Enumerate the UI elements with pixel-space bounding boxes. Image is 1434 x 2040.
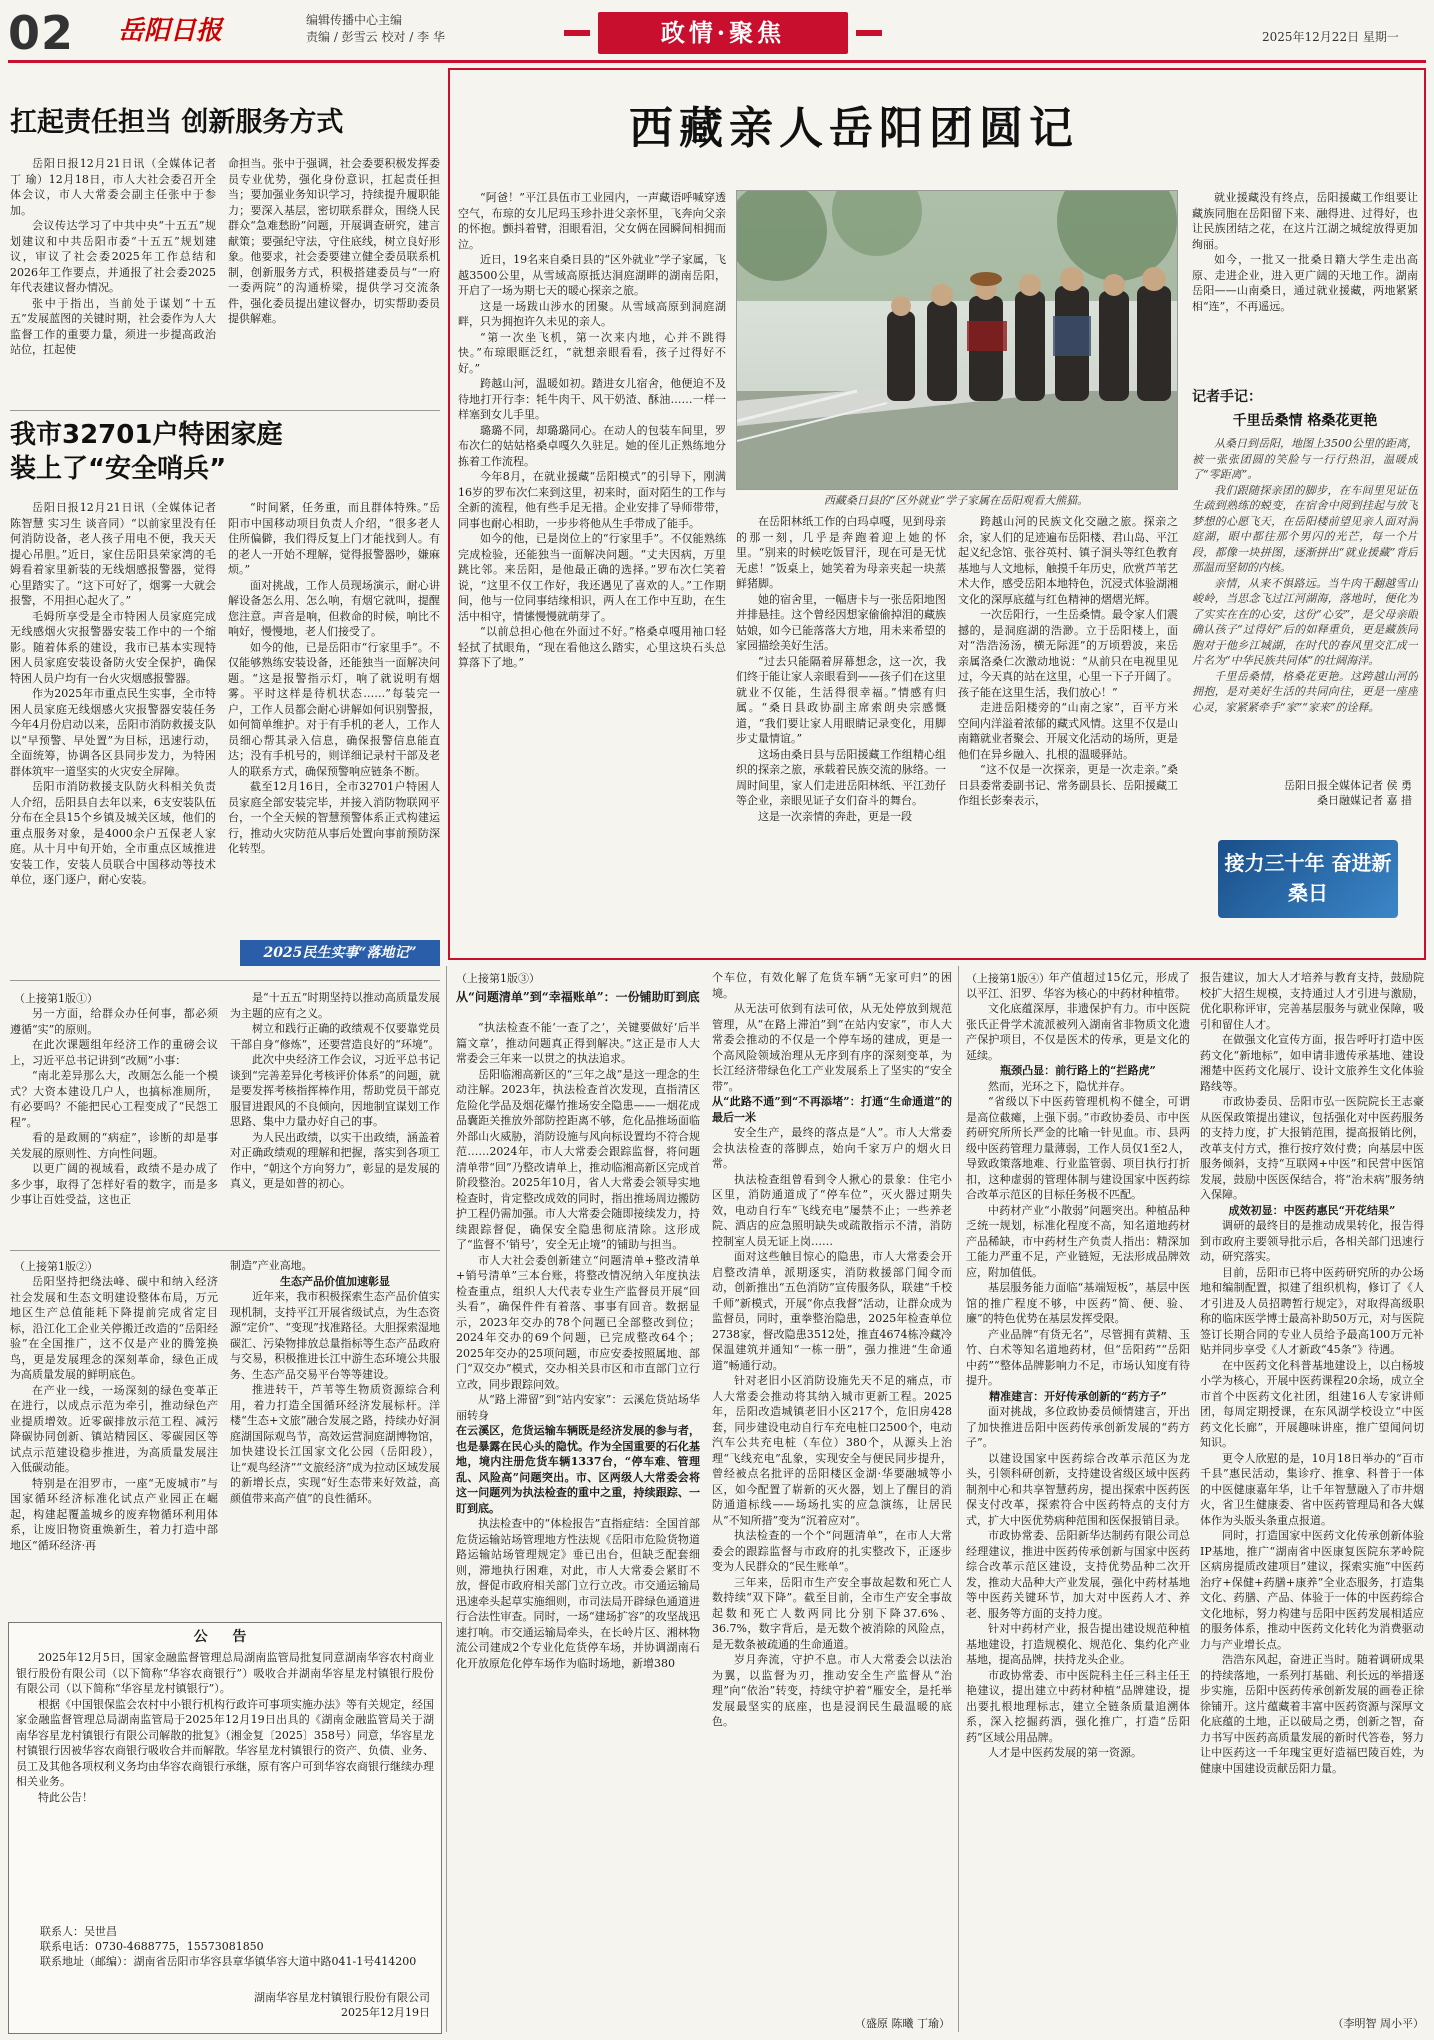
paragraph: 推进转干，芦苇等生物质资源综合利用，着力打造全国循环经济发展标杆。洋楼“生态+文旅”融合发展之路，持续办好洞庭湖国际观鸟节，高效运营洞庭湖博物馆，加快建设长江国家文化公园（岳阳段），让“观鸟经济”“文旅经济”成为拉动区域发展的新增长点，实现“好生态带来好效益，高颜值带来高产值”的良性循环。: [230, 1383, 440, 1505]
paragraph: “过去只能隔着屏幕想念，这一次，我们终于能让家人亲眼看到——孩子们在这里就业不仅能，生活得很幸福。”情感有归属。“桑日县政协副主席索朗央宗感慨道，“我们要让家人用眼睛记录变化，用脚步丈量情谊。”: [736, 654, 946, 745]
page-number: 02: [8, 6, 75, 60]
paragraph: 今年8月，在就业援藏“岳阳模式”的引导下，刚满16岁的罗布次仁来到这里，初来时，面对陌生的工作与全新的流程，他有些手足无措。企业安排了导师带带，同事也耐心相助，一步步将他从生手带成了能手。: [458, 470, 726, 530]
paragraph: 人才是中医药发展的第一资源。: [988, 1746, 1142, 1759]
paragraph: 亲情，从来不惧路远。当牛肉干翻越雪山峻岭，当思念飞过江河湖海，落地时，便化为了实实在在的心安，这份“心安”，是父母亲眼确认孩子“过得好”后的如释重负，更是藏族同胞对于他乡江城湖，在时代的春风里交汇成一片名为“中华民族共同体”的壮阔海洋。: [1192, 576, 1418, 667]
article1-headline: 扛起责任担当 创新服务方式: [10, 107, 344, 138]
paragraph: “南北差异那么大，改厕怎么能一个模式？大资本建设几户人，也搞标准厕所，有必要吗？不能把民心工程变成了“民怨工程”。: [10, 1069, 218, 1129]
paragraph: 走进岳阳楼旁的“山南之家”，百平方米空间内洋溢着浓郁的藏式风情。这里不仅是山南籍就业者聚会、开展文化活动的场所，更是他们在异乡融入、扎根的温暖驿站。: [958, 701, 1178, 761]
editor-line-2: 责编 / 彭雪云 校对 / 李 华: [306, 30, 445, 44]
continuation-tag: （上接第1版④）: [966, 972, 1050, 985]
paragraph: 千里岳桑情，格桑花更艳。这跨越山河的拥抱，是对美好生活的共同向往，更是一座座心灵，家紧紧牵手“家”“家来”的诠释。: [1192, 669, 1418, 714]
paragraph: 个车位，有效化解了危货车辆“无家可归”的困境。: [712, 971, 952, 1000]
paragraph: 如今的他，已是岗位上的“行家里手”。不仅能熟练完成检验，还能独当一面解决问题。“丈夫因病，万里跳比邻。来岳阳，是他最正确的选择。”罗布次仁笑着说，“这里不仅工作好，我还遇见了喜欢的人。”工作期间，他与一位同事结缘相识，两人在工作中互助，在生活中相守，情愫慢慢就萌芽了。: [458, 532, 726, 623]
feature-col2: [736, 514, 946, 950]
paragraph: 市政协委员、岳阳市弘一医院院长王志豪从医保政策提出建议，包括强化对中医药服务的支持力度，扩大报销范围，提高报销比例，改革支付方式，推行按疗效付费；向基层中医服务倾斜，支持“互联网+中医”和民营中医馆发展，鼓励中医医保结合，将“治未病”服务纳入保障。: [1200, 1095, 1424, 1201]
page-header: [0, 0, 1434, 62]
note-byline: [1192, 778, 1412, 808]
paragraph: 一次岳阳行，一生岳桑情。最令家人们震撼的，是洞庭湖的浩渺。立于岳阳楼上，面对“浩浩汤汤，横无际涯”的万顷碧波，来岳亲属洛桑仁次激动地说：“从前只在电视里见过，今天真的站在这里，心里一下子开阔了。孩子能在这里生活，我们放心！”: [958, 608, 1178, 699]
sub-heading: 从“此路不通”到“不再添堵”：打通“生命通道”的最后一米: [712, 1095, 952, 1124]
paragraph: 在中医药文化科普基地建设上，以白杨坡小学为核心，开展中医药课程20余场，成立全市首个中医药文化社团，组建16人专家讲师团，每周定期授课，在东风湖学校设立“中医药文化长廊”，开展趣味讲座，推广望闻问切知识。: [1200, 1358, 1424, 1449]
article1-col2: [228, 156, 440, 404]
paragraph: 这是一次亲情的奔赴，更是一段: [758, 809, 912, 823]
article2-headline: [10, 418, 440, 486]
article1-col1: [10, 156, 216, 404]
paragraph: 近日，19名来自桑日县的“区外就业”学子家属，飞越3500公里，从雪域高原抵达洞庭湖畔的湖南岳阳，开启了一场为期七天的暖心探亲之旅。: [458, 253, 726, 297]
paragraph: 根据《中国银保监会农村中小银行机构行政许可事项实施办法》等有关规定，经国家金融监督管理总局湖南监管局于2025年12月19日出具的《湖南金融监管局关于湖南华容星龙村镇银行有限公司解散的批复》（湘金复〔2025〕358号）同意，华容星龙村镇银行因被华容农商银行吸收合并而解散。华容星龙村镇银行的资产、负债、业务、员工及其他各项权利义务均由华容农商银行承继，原有客户可到华容农商银行继续办理相关业务。: [16, 1697, 434, 1788]
paragraph: 近年来，我市积极探索生态产品价值实现机制，支持平江开展省级试点，为生态资源“定价”、“变现”找准路径。大胆探索湿地碳汇、污染物排放总量指标等生态产品政府与交易，积极推进长江中游生态环境公共服务、生态产品交易平台等等建设。: [230, 1290, 440, 1381]
notice-signer: 湖南华容星龙村镇银行股份有限公司: [254, 1991, 430, 2004]
paragraph: 璐璐不同，却璐璐同心。在动人的包装车间里，罗布次仁的姑姑格桑卓嘎久久驻足。她的侄儿正熟练地分拣着工作流程。: [458, 423, 726, 468]
paragraph: “省级以下中医药管理机构不健全，可谓是高位截瘫，上强下弱。”市政协委员、市中医药研究所所长严金的比喻一针见血。市、县两级中医药管理力量薄弱，工作人员仅1至2人，导致政策落地难、行业监管弱、项目执行打折扣，这种虚弱的管理体制与建设国家中医药综合改革示范区的目标任务极不匹配。: [966, 1095, 1190, 1201]
paragraph: 树立和践行正确的政绩观不仅要靠党员干部自身“修炼”，还要营造良好的“环境”。: [230, 1022, 440, 1051]
feature-col1: [458, 190, 726, 950]
paragraph: 产业品牌“有货无名”，尽管拥有黄精、玉竹、白术等知名道地药材，但“岳阳药”“岳阳中药”“整体品牌影响力不足，市场认知度有待提升。: [966, 1327, 1190, 1387]
notice-sign-block: [16, 1990, 430, 2020]
divider: [10, 980, 440, 981]
editor-info: [306, 12, 445, 46]
photo-caption: 西藏桑日县的“区外就业”学子家属在岳阳观看大熊猫。: [823, 494, 1089, 507]
paragraph: 同时，打造国家中医药文化传承创新体验IP基地，推广“湖南省中医康复医院东茅岭院区病房提质改建项目”建议，探索实施“中医药治疗+保健+药膳+康养”全业态服务，打造集文化、药膳、产品、体验于一体的中医药综合文化地标，努力构建与岳阳中医药发展相适应的服务体系，推动中医药文化转化为消费驱动力与产业增长点。: [1200, 1529, 1424, 1651]
minsheng-banner: 2025民生实事“落地记”: [240, 940, 440, 966]
continuation-tag: （上接第1版②）: [14, 1260, 98, 1273]
article2-col1: [10, 500, 216, 980]
paragraph: 从无法可依到有法可依，从无处停放到规范管理，从“在路上滞泊”到“在站内安家”，市人大常委会推动的不仅是一个停车场的建成，更是一个高风险领域治理从无序到有序的深刻变革，为长江经济带绿色化工产业发展系上了坚实的“安全带”。: [712, 1002, 952, 1093]
anniversary-badge: 接力三十年 奋进新桑日: [1218, 840, 1398, 918]
paragraph: “阿爸！”平江县伍市工业园内，一声藏语呼喊穿透空气，布琼的女儿尼玛玉珍扑进父亲怀里，飞奔向父亲的怀抱。颤抖着臂，泪眼看泪，父女俩在园瞬间相拥而泣。: [458, 191, 726, 251]
paragraph: 张中于指出，当前处于谋划“十五五”发展蓝图的关键时期，社会委作为人大监督工作的重要力量，须进一步提高政治站位，扛起使: [10, 296, 216, 356]
continuation-tag: （上接第1版①）: [14, 992, 98, 1005]
paragraph: 文化底蕴深厚，非遗保护有力。市中医院张氏正骨学术流派被列入湖南省非物质文化遗产保护项目，不仅是医术的传承，更是文化的延续。: [966, 1002, 1190, 1062]
notice-address: 联系地址（邮编）：湖南省岳阳市华容县章华镇华容大道中路041-1号414200: [40, 1955, 417, 1968]
paragraph: 在做强文化宣传方面，报告呼吁打造中医药文化“新地标”，如申请非遗传承基地、建设湘楚中医药文化展厅、设计文旅养生文化体验路线等。: [1200, 1033, 1424, 1093]
paragraph: 命担当。张中于强调，社会委要积极发挥委员专业优势，强化身份意识，扛起责任担当；要加强业务知识学习，持续提升履职能力；要深入基层，密切联系群众，围绕人民群众“急难愁盼”问题，开展调查研究，建言献策；要强纪守法，守住底线，树立良好形象。他要求，社会委要建立健全委员联系机制，创新服务方式，积极搭建委员与“一府一委两院”的沟通桥梁，提供学习交流条件，强化委员提出建议督办，切实帮助委员提供解难。: [228, 157, 440, 325]
paragraph: “执法检查不能‘一查了之’，关键要做好‘后半篇文章’，推动问题真正得到解决。”这正是市人大常委会三年来一以贯之的执法追求。: [456, 1021, 700, 1065]
notice-contact: 联系人：吴世昌: [40, 1925, 117, 1938]
paragraph: 在产业一线，一场深刻的绿色变革正在进行，以成点示范为牵引，推动绿色产业提质增效。近零碳排放示范工程、减污降碳协同创新、镇站精园区、零碳园区等试点示范建设稳步推进，为高质量发展注入低碳动能。: [10, 1383, 218, 1474]
paragraph: 作为2025年市重点民生实事，全市特困人员家庭无线烟感火灾报警器安装任务今年4月份启动以来，岳阳市消防救援支队以“早预警、早处置”为目标，迅速行动，全面统筹，协调各区县同步发力，为特困群体筑牢一道坚实的火灾安全屏障。: [10, 687, 216, 778]
paragraph: 报告建议，加大人才培养与教育支持，鼓励院校扩大招生规模，支持通过人才引进与激励，优化职称评审，完善基层服务与就业保障，吸引和留住人才。: [1200, 971, 1424, 1031]
sub-heading: 生态产品价值加速彰显: [280, 1274, 390, 1288]
paragraph: 中药材产业“小散弱”问题突出。种植品种乏统一规划，标准化程度不高，知名道地药材产品稀缺，市中药材生产负责人指出：精深加工能力严重不足，产业链短，无法形成品牌效应，附加值低。: [966, 1203, 1190, 1279]
paragraph: 面对挑战，工作人员现场演示，耐心讲解设备怎么用、怎么响，有烟它就叫，提醒您注意。声音是响，但救命的时候，响比不响好，慢慢地，老人们接受了。: [228, 578, 440, 638]
paragraph: 岳阳日报12月21日讯（全媒体记者 陈智慧 实习生 谈音同）“以前家里没有任何消防设备，老人孩子用电不便，我天天提心吊胆。”近日，家住岳阳县荣家湾的毛姆看着家里新装的无线烟感报警器，觉得心里踏实了。“这下可好了，烟雾一大就会报警，不用担心起火了。”: [10, 501, 216, 607]
paragraph: 是“十五五”时期坚持以推动高质量发展为主题的应有之义。: [230, 991, 440, 1020]
paragraph: 跨越山河，温暖如初。踏进女儿宿舍，他便迫不及待地打开行李：牦牛肉干、风干奶渣、酥油……一样一样塞到女儿手里。: [458, 377, 726, 421]
paragraph: 然而，光环之下，隐忧并存。: [988, 1079, 1131, 1093]
paragraph: 她的宿舍里，一幅唐卡与一张岳阳地图并排悬挂。这个曾经因想家偷偷掉泪的藏族姑娘，如今已能落落大方地，用未来希望的家园描绘美好生活。: [736, 592, 946, 652]
paragraph: 基层服务能力面临“基端短板”，基层中医馆的推广程度不够，中医药“简、便、验、廉”的特色优势在基层发挥受限。: [966, 1281, 1190, 1325]
paragraph: 特此公告！: [38, 1790, 93, 1804]
feature-col4: [1192, 190, 1418, 380]
masthead-logo: 岳阳日报: [118, 16, 223, 46]
continuation-tag: （上接第1版③）: [456, 972, 540, 985]
divider: [10, 1250, 440, 1251]
paragraph: 以更广阔的视域看，政绩不是办成了多少事，取得了怎样好看的数字，而是多少事让百姓受益，这也正: [10, 1162, 218, 1206]
notice-contact-block: [40, 1924, 436, 1969]
paragraph: 调研的最终目的是推动成果转化，报告得到市政府主要领导批示后，各相关部门迅速行动，研究落实。: [1200, 1219, 1424, 1263]
paragraph: 从“路上滞留”到“站内安家”：云溪危货站场华丽转身: [456, 1393, 700, 1422]
paragraph: 如今，一批又一批桑日籍大学生走出高原、走进企业，进入更广阔的天地工作。湖南岳阳——山南桑日，通过就业援藏，两地紧紧相“连”，不再遥远。: [1192, 253, 1418, 313]
header-rule: [8, 60, 1426, 63]
byline: （李明智 周小平）: [1332, 2017, 1424, 2030]
paragraph: 更令人欣慰的是，10月18日举办的“百市千县”惠民活动，集诊疗、推拿、科普于一体的中医健康嘉年华，让千年智慧融入了市井烟火，省卫生健康委、省中医药管理局和各大媒体作为头版头条重点报道。: [1200, 1451, 1424, 1527]
paragraph: 为人民出政绩，以实干出政绩，涵盖着对正确政绩观的理解和把握，落实到各项工作中，“朝这个方向努力”，彰显的是发展的真义，更是如普的初心。: [230, 1130, 440, 1190]
paragraph: 目前，岳阳市已将中医药研究所的办公场地和编制配置，拟建了组织机构，修订了《人才引进及人员招聘暂行规定》，对取得高级职称的临床医学博士最高补助50万元，对与医院签订长期合同的专业人员给予最高100万元补贴并同步享受《人才新政“45条”》待遇。: [1200, 1265, 1424, 1356]
paragraph: 市人大社会委创新建立“问题清单+整改清单+销号清单”三本台账，将整改情况纳入年度执法检查重点，组织人大代表专业生产监督员开展“回头看”，确保件件有着落、事事有回音。数据显示，2023年交办的78个问题已全部整改到位；2024年交办的69个问题，已完成整改64个；2025年交办的25项问题，市应安委按照属地、部门“双交办”模式，交办相关县市区和市直部门立行立改，同步跟踪问效。: [456, 1253, 700, 1391]
paragraph: 毛姆所享受是全市特困人员家庭完成无线感烟火灾报警器安装工作中的一个缩影。随着体系的建设，我市已基本实现特困人员家庭安装设备防火安全保护，确保特困人员户均有一台火灾烟感报警器。: [10, 609, 216, 685]
notice-body: [16, 1650, 434, 1920]
paragraph: 岳阳临湘高新区的“三年之战”是这一理念的生动注解。2023年，执法检查首次发现，直指清区危险化学品及烟花爆竹推场安全隐患——一烟花成品囊距关推放外部防控距离不够，危化品推场面临外部山火威胁，消防设施与风向标设置均不符合规范……2024年，市人大常委会跟踪监督，将问题清单带“回”乃整改请单上，推动临湘高新区完成首阶段整治。2025年10月，省人大常委会领导实地检查时，肯定整改成效的同时，指出推场周边搬防护工程仍需加强。市人大常委会随即接续发力，持续跟踪督促，确保安全隐患彻底清除。这形成了“监督不‘销号’，安全无止境”的铺助与担当。: [456, 1067, 700, 1251]
paragraph: 我们跟随探亲团的脚步，在车间里见证伍生疏到熟练的蜕变，在宿舍中阅到挂起与放飞梦想的心愿飞天，在岳阳楼前望见亲人面对洞庭湖，眼中都往那个男闪的光芒，每一个片段，都像一块拼图，逐渐拼出“就业援藏”背后那温而坚韧的内核。: [1192, 483, 1418, 574]
paragraph: 以建设国家中医药综合改革示范区为龙头，引领科研创新，支持建设省级区域中医药制剂中心和共享智慧药房，提出探索中医药医保支付改革，探索符合中医药特点的支付方式，扩大中医优势病种范围和医保报销目录。: [966, 1451, 1190, 1527]
column-divider: [958, 966, 959, 2032]
paragraph: 安全生产，最终的落点是“人”。市人大常委会执法检查的落脚点，始向千家万户的烟火日常。: [712, 1126, 952, 1170]
byline-line: 桑日融媒记者 嘉 措: [1317, 794, 1412, 807]
paragraph: 市政协常委、岳阳新华达制药有限公司总经理建议，推进中医药传承创新与国家中医药综合改革示范区建设，支持优势品种二次开发，推动大品种大产业发展，强化中药材基地等中医药关键环节，加大对中医药人才、养老、服务等方面的支持力度。: [966, 1529, 1190, 1620]
paragraph: 针对老旧小区消防设施先天不足的痛点，市人大常委会推动将其纳入城市更新工程。2025年，岳阳改造城镇老旧小区217个，危旧房428套，同步建设电动自行车充电桩口2500个，电动汽车公共充电桩（车位）380个，从源头上治理“飞线充电”乱象，实现安全与便民同步提升，曾经被点名批评的岳阳楼区金湖·华要融城等小区，如今配置了崭新的灭火器，划上了醒目的消防通道标线——场场扎实的应急演练，让居民从“不知所措”变为“沉着应对”。: [712, 1374, 952, 1527]
sub-heading: 在云溪区，危货运输车辆既是经济发展的参与者，也是暴露在民心头的隐忧。作为全国重要的石化基地，境内注册危货车辆1337台，“停车难、管理乱、风险高”问题突出。市、区两级人大常委会将这一问题列为执法检查的重中之重，持续跟踪、一盯到底。: [456, 1424, 700, 1515]
paragraph: 面对这些触目惊心的隐患，市人大常委会开启整改清单，派期逐实，消防救援部门闻令而动，创新推出“五色消防”宣传服务队，联建“千校千师”新模式，开展“你点我督”活动，让群众成为监督员，同时，重拳整治隐患，2025年检查单位2738家，督改隐患3512处，推直4674栋冷藏冷保温建筑并通知“一栋一册”，强力推进“生命通道”畅通行动。: [712, 1250, 952, 1372]
paragraph: 截至12月16日，全市32701户特困人员家庭全部安装完毕，并接入消防物联网平台，一个全天候的智慧预警体系正式构建运行，推动火灾防范从事后处置向事前预防深化转型。: [228, 780, 440, 855]
section-banner: 政情·聚焦: [598, 12, 848, 54]
paragraph: 执法检查中的“体检报告”直指症结：全国首部危货运输站场管理地方性法规《岳阳市危险货物道路运输站场管理规定》垂已出台，但缺乏配套细则，滞地执行困难，对此，市人大常委会紧盯不放，督促市政府相关部门立行立改。市交通运输局迅速牵头起草实施细则，市司法局开辟绿色通道进行合法性审查。同时，一场“建场扩容”的攻坚战迅速打响。市交通运输局牵头，在长岭片区、湘林物流公司建成2个专业化危货停车场，并协调湖南石化开放原危化停车场作为临时场地，新增380: [456, 1517, 700, 1670]
note-headline: 千里岳桑情 格桑花更艳: [1232, 413, 1378, 429]
paragraph: 看的是政厕的“病症”，诊断的却是事关发展的原则性、方向性问题。: [10, 1131, 218, 1160]
paragraph: 浩浩东风起，奋进正当时。随着调研成果的持续落地，一系列打基础、利长远的举措逐步实施，岳阳中医药传承创新发展的画卷正徐徐铺开。这片蕴藏着丰富中医药资源与深厚文化底蕴的土地，正以破局之勇，创新之智，奋力书写中医药高质量发展的新时代答卷，努力让中医药这一千年瑰宝更好造福巴陵百姓，为健康中国建设贡献岳阳力量。: [1200, 1653, 1424, 1775]
paragraph: 特别是在泪罗市，一座“无废城市”与国家循环经济标准化试点产业园正在崛起，构建起覆盖城乡的废弃物循环利用体系，让废旧物资重焕新生，着力打造中部地区“循环经济·再: [10, 1476, 218, 1552]
date-line: 2025年12月22日 星期一: [1262, 30, 1399, 44]
paragraph: 面对挑战，多位政协委员倾情建言，开出了加快推进岳阳中医药传承创新发展的“药方子”。: [966, 1405, 1190, 1449]
paragraph: 岁月奔流，守护不息。市人大常委会以法治为翼，以监督为刃，推动安全生产监督从“治理”向“依治”转变，持续守护着“雁安全，是托举发展最坚实的底座，也是浸润民生最温暖的底色。: [712, 1653, 952, 1728]
editor-line-1: 编辑传播中心主编: [306, 13, 403, 27]
paragraph: 针对中药材产业，报告提出建设规范种植基地建设，打造规模化、规范化、集约化产业基地，提高品牌，扶持龙头企业。: [966, 1622, 1190, 1666]
paragraph: 这场由桑日县与岳阳援藏工作组精心组织的探亲之旅，承载着民族交流的脉络。一周时间里，家人们走进岳阳林纸、平江劲仔等企业，亲眼见证子女们奋斗的舞台。: [736, 747, 946, 807]
paragraph: 执法检查的一个个“问题清单”，在市人大常委会的跟踪监督与市政府的扎实整改下，正逐步变为人民群众的“民生账单”。: [712, 1529, 952, 1573]
photo-illustration: [737, 191, 1177, 489]
paragraph: 在岳阳林纸工作的白玛卓嘎，见到母亲的那一刻，几乎是奔跑着迎上她的怀里。“别来的时候吃饭冒汗，现在可是无忧无虑！”饭桌上，她笑着为母亲夹起一块蒸鲜猪脚。: [736, 515, 946, 590]
paragraph: 会议传达学习了中共中央“十五五”规划建议和中共岳阳市委“十五五”规划建议，审议了社会委2025年工作总结和2026年工作要点，并通报了社会委2025年代表建议督办情况。: [10, 219, 216, 294]
cont2-col1: [10, 1274, 218, 1610]
paragraph: 岳阳市消防救援支队防火科相关负责人介绍，岳阳县自去年以来，6支安装队伍分布在全县15个乡镇及城关区域，他们的重点服务对象，是4000余户五保老人家庭。从十月中旬开始，全市重点区域推进安装工作，安装人员联合中国移动等技术单位，逐门逐户，耐心安装。: [10, 780, 216, 886]
paragraph: 岳阳坚持把绕法峰、碳中和纳入经济社会发展和生态文明建设整体布局，万元地区生产总值能耗下降提前完成省定目标，沿江化工企业关停搬迁改造的“岳阳经验”在全国推广，这不仅是产业的腾笼换鸟，更是发展理念的深刻革命，绿色正成为高质量发展的鲜明底色。: [10, 1275, 218, 1381]
note-body: [1192, 436, 1418, 770]
paragraph: “这不仅是一次探亲，更是一次走亲。”桑日县委常委副书记、常务副县长、岳阳援藏工作组长彭秦表示，: [958, 763, 1178, 807]
paragraph: 市政协常委、市中医院科主任三科主任王艳建议，提出建立中药材种植“品牌建设，提出要扎根地理标志，建立全链条质量追溯体系，深入挖掘药酒，强化推广，打造“岳阳药”区域公用品牌。: [966, 1668, 1190, 1744]
paragraph: 年产值超过15亿元，形成了以平江、汨罗、华容为核心的中药材种植带。: [966, 971, 1190, 1000]
cont2-col2: [230, 1258, 440, 1610]
paragraph: “第一次坐飞机，第一次来内地，心并不跳得快。”布琼眼眶泛红，“就想亲眼看看，孩子过得好不好。”: [458, 330, 726, 375]
sub-heading: 瓶颈凸显：前行路上的“拦路虎”: [1000, 1064, 1156, 1077]
lower-right-col1: [966, 970, 1190, 2032]
sub-heading: 精准建言：开好传承创新的“药方子”: [989, 1389, 1167, 1403]
paragraph: 跨越山河的民族文化交融之旅。探亲之余，家人们的足迹遍布岳阳楼、君山岛、平江起义纪念馆、张谷英村、镇子洞头等红色教育基地与人文地标，触摸千年历史，欣赏芦苇艺术大作，感受岳阳本地特色，沉浸式体验湖湘文化的深厚底蕴与红色精神的熠熠光辉。: [958, 515, 1178, 606]
paragraph: 从桑日到岳阳，地图上3500公里的距离，被一张张团圆的笑脸与一行行热泪，温暖成了“零距离”。: [1192, 437, 1418, 481]
notice-date: 2025年12月19日: [341, 2006, 430, 2019]
paragraph: 在此次课题组年经济工作的重磅会议上，习近平总书记讲到“改厕”小事：: [10, 1038, 218, 1067]
cont1-col1: [10, 1006, 218, 1242]
cont1-col2: [230, 990, 440, 1242]
notice-phone: 联系电话：0730-4688775，15573081850: [40, 1940, 264, 1953]
article2-col2: [228, 500, 440, 932]
byline-line: 岳阳日报全媒体记者 侯 勇: [1284, 779, 1412, 792]
sub-heading: 从“问题清单”到“幸福账单”：一份铺助盯到底: [456, 990, 700, 1004]
lower-right-col2: [1200, 970, 1424, 2014]
paragraph: 就业援藏没有终点，岳阳援藏工作组要让藏族同胞在岳阳留下来、融得进、过得好，也让民族团结之花，在这片江湖之城绽放得更加绚丽。: [1192, 191, 1418, 251]
paragraph: “以前总担心他在外面过不好。”格桑卓嘎用袖口轻轻拭了拭眼角，“现在看他这么踏实，心里这块石头总算落下了地。”: [458, 625, 726, 669]
byline: （盛原 陈曦 丁瑜）: [855, 2017, 950, 2030]
lower-mid-col2: [712, 970, 952, 2010]
paragraph: 另一方面，给群众办任何事，都必须遵循“实”的原则。: [10, 1007, 218, 1036]
lower-mid-col1: [456, 1020, 700, 2030]
note-title: 记者手记：: [1192, 389, 1262, 405]
paragraph: 执法检查组曾看到令人揪心的景象：住宅小区里，消防通道成了“停车位”，灭火器过期失效，电动自行车“飞线充电”屡禁不止；一些养老院、酒店的应急照明缺失或疏散指示不清，消防控制室人员无证上岗……: [712, 1172, 952, 1248]
divider: [10, 410, 440, 411]
column-divider: [446, 966, 447, 2032]
paragraph: 2025年12月5日，国家金融监督管理总局湖南监管局批复同意湖南华容农村商业银行股份有限公司（以下简称“华容农商银行”）吸收合并湖南华容星龙村镇银行股份有限公司（以下简称“华容星龙村镇银行”）。: [16, 1651, 434, 1695]
sub-heading: 成效初显：中医药惠民“开花结果”: [1228, 1203, 1396, 1217]
paragraph: 岳阳日报12月21日讯（全媒体记者 丁 瑜）12月18日，市人大社会委召开全体会议，市人大常委会副主任张中于参加。: [10, 157, 216, 217]
paragraph: 此次中央经济工作会议，习近平总书记谈到“完善差异化考核评价体系”的问题，就是要发挥考核指挥棒作用，帮助党员干部克服冒进跟风的不良倾向，因地制宜谋划工作思路、集中力量办好自己的事。: [230, 1053, 440, 1128]
feature-photo: [736, 190, 1178, 490]
paragraph: 制造”产业高地。: [230, 1259, 313, 1272]
feature-col3: [958, 514, 1178, 950]
paragraph: 三年来，岳阳市生产安全事故起数和死亡人数持续“双下降”。截至目前，全市生产安全事故起数和死亡人数两同比分别下降37.6%、36.7%，数字背后，是无数个被消除的风险点，是无数条被疏通的生命通道。: [712, 1575, 952, 1651]
headline-line: 我市32701户特困家庭: [10, 420, 283, 450]
feature-headline: 西藏亲人岳阳团圆记: [629, 103, 1079, 154]
paragraph: 这是一场跋山涉水的团聚。从雪域高原到洞庭湖畔，只为拥抱许久未见的亲人。: [458, 299, 726, 328]
paragraph: 如今的他，已是岳阳市“行家里手”。不仅能够熟练安装设备，还能独当一面解决问题。“这是报警指示灯，响了就说明有烟雾。平时这样是待机状态……”每装完一户，工作人员都会耐心讲解如何识别警报，如何简单维护。对于有手机的老人，工作人员细心帮其录入信息，确保报警信息能直达；没有手机号的，则详细记录村干部及老人的联系方式，确保预警响应链条不断。: [228, 640, 440, 778]
paragraph: “时间紧，任务重，而且群体特殊。”岳阳市中国移动项目负责人介绍，“很多老人住所偏僻，我们得反复上门才能找到人。有的老人一开始不理解，觉得报警器吵，嫌麻烦。”: [228, 501, 440, 576]
headline-line: 装上了“安全哨兵”: [10, 454, 227, 484]
notice-title: 公 告: [193, 1629, 257, 1645]
